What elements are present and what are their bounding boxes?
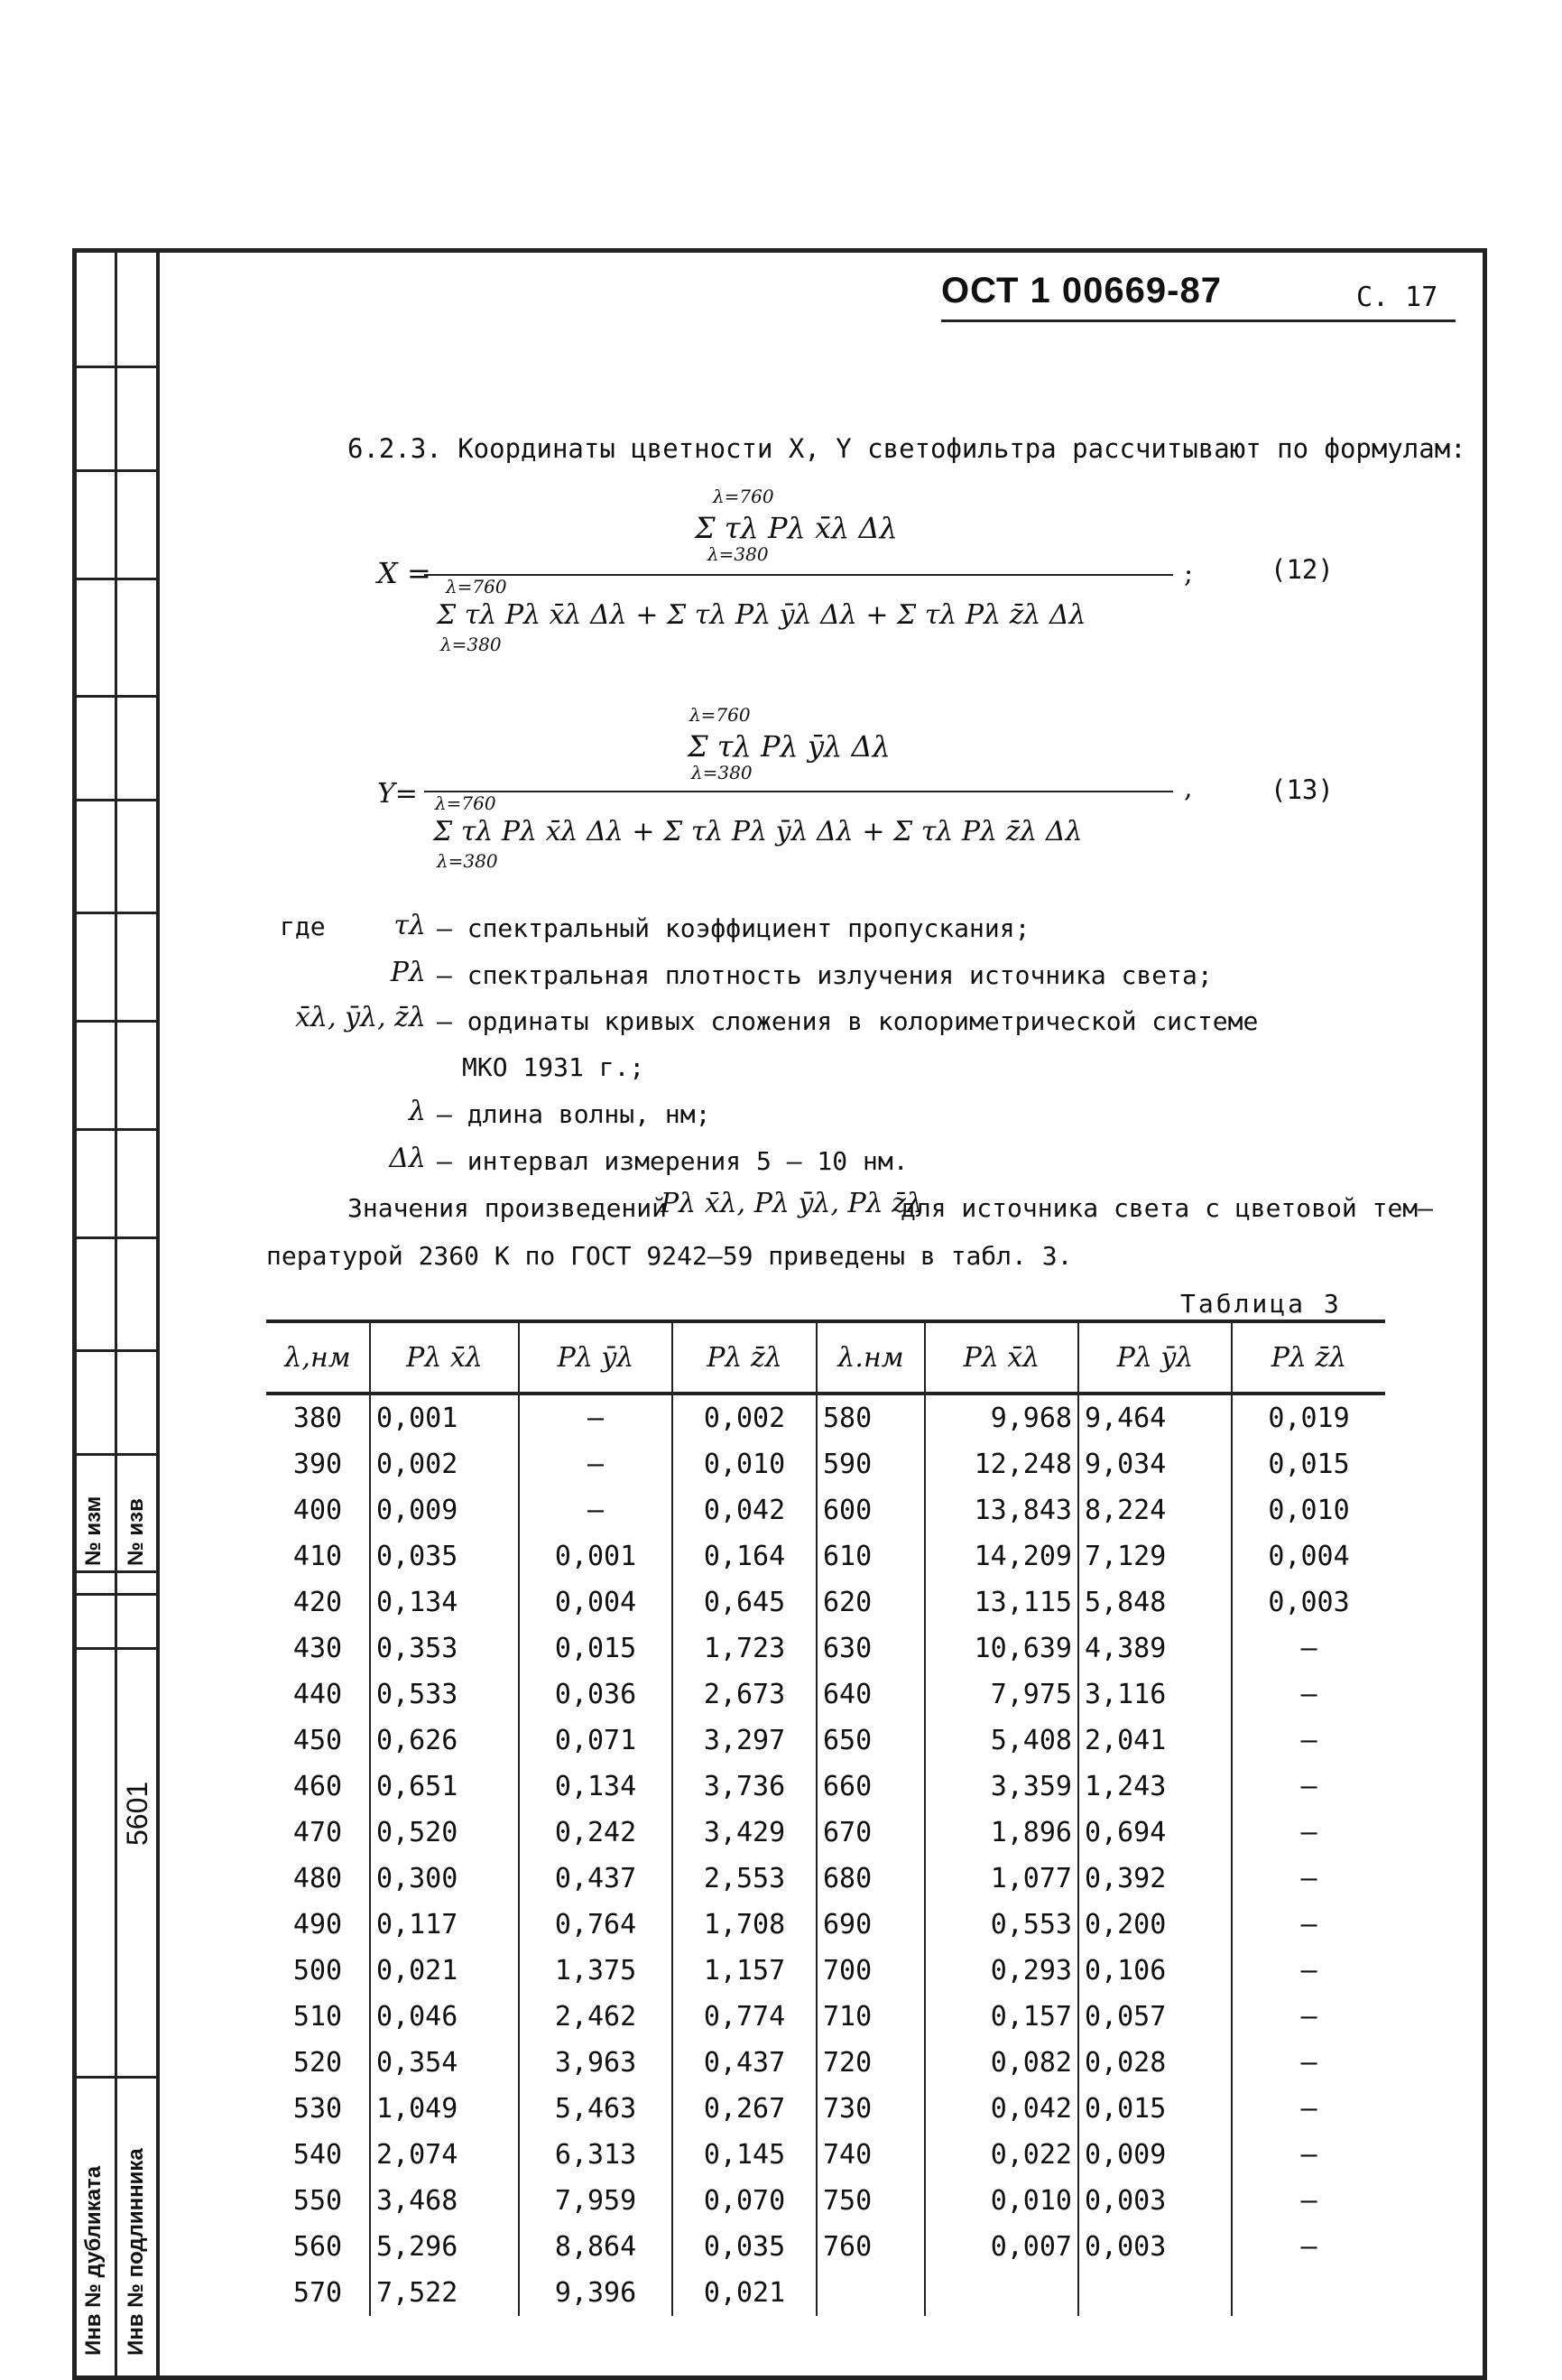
def-symbol-lambda: λ <box>408 1096 426 1127</box>
cell-pz: 0,042 <box>672 1487 817 1533</box>
cell-px-2: 1,077 <box>925 1856 1078 1902</box>
cell-px: 3,468 <box>370 2178 519 2224</box>
cell-py: 0,015 <box>519 1625 672 1672</box>
cell-py: 0,764 <box>519 1902 672 1948</box>
def-symbol-dlambda: Δλ <box>389 1143 426 1174</box>
table-row <box>266 1394 1385 1441</box>
cell-py-2: 2,041 <box>1078 1718 1232 1764</box>
cell-lambda: 560 <box>266 2224 370 2270</box>
cell-pz: 0,002 <box>672 1394 817 1441</box>
cell-pz: 0,021 <box>672 2270 817 2316</box>
cell-pz: 3,297 <box>672 1718 817 1764</box>
cell-py: 8,864 <box>519 2224 672 2270</box>
formula-13-num-upper: λ=760 <box>689 704 751 726</box>
cell-px-2: 12,248 <box>925 1441 1078 1487</box>
def-text-tau: – спектральный коэффициент пропускания; <box>437 913 1031 943</box>
page-number: С. 17 <box>1356 282 1438 313</box>
cell-px: 5,296 <box>370 2224 519 2270</box>
cell-lambda-2: 580 <box>817 1394 925 1441</box>
cell-px-2: 0,293 <box>925 1948 1078 1994</box>
header-rule <box>941 319 1456 322</box>
cell-lambda-2: 690 <box>817 1902 925 1948</box>
col-header-pz: Pλ z̄λ <box>672 1321 817 1394</box>
col-header-pz-2: Pλ z̄λ <box>1232 1321 1385 1394</box>
cell-pz: 0,645 <box>672 1579 817 1625</box>
cell-px: 0,520 <box>370 1810 519 1856</box>
cell-lambda-2: 710 <box>817 1994 925 2040</box>
formula-12-end: ; <box>1184 558 1194 589</box>
cell-px: 0,046 <box>370 1994 519 2040</box>
cell-px-2: 14,209 <box>925 1533 1078 1579</box>
margin-inv-number: 5601 <box>121 1781 153 1846</box>
cell-px: 7,522 <box>370 2270 519 2316</box>
formula-12-numerator: Σ τλ Pλ x̄λ Δλ <box>695 511 898 545</box>
document-code: ОСТ 1 00669-87 <box>941 271 1222 310</box>
cell-px-2: 0,022 <box>925 2132 1078 2178</box>
formula-12-fraction-bar <box>424 574 1173 576</box>
cell-lambda-2: 610 <box>817 1533 925 1579</box>
formula-13-den-upper: λ=760 <box>435 792 496 814</box>
cell-lambda: 440 <box>266 1672 370 1718</box>
table-row <box>266 1810 1385 1856</box>
cell-px-2: 7,975 <box>925 1672 1078 1718</box>
note-line1-a: Значения произведений <box>347 1193 668 1223</box>
cell-py: 0,036 <box>519 1672 672 1718</box>
cell-pz-2: – <box>1232 2040 1385 2086</box>
cell-py-2 <box>1078 2270 1232 2316</box>
cell-lambda: 550 <box>266 2178 370 2224</box>
cell-px-2: 9,968 <box>925 1394 1078 1441</box>
cell-lambda: 530 <box>266 2086 370 2132</box>
formula-13-fraction-bar <box>424 791 1173 792</box>
cell-pz-2: – <box>1232 1625 1385 1672</box>
def-symbol-xyz: x̄λ, ȳλ, z̄λ <box>295 1002 426 1033</box>
note-line2: пературой 2360 К по ГОСТ 9242–59 приведены в табл. 3. <box>266 1241 1073 1271</box>
table-row <box>266 1856 1385 1902</box>
cell-py: 0,004 <box>519 1579 672 1625</box>
cell-px: 1,049 <box>370 2086 519 2132</box>
cell-lambda: 410 <box>266 1533 370 1579</box>
cell-px: 2,074 <box>370 2132 519 2178</box>
cell-px-2: 3,359 <box>925 1764 1078 1810</box>
cell-lambda: 510 <box>266 1994 370 2040</box>
where-label: где <box>280 912 326 941</box>
table-row <box>266 1625 1385 1672</box>
cell-py-2: 3,116 <box>1078 1672 1232 1718</box>
table-row <box>266 1487 1385 1533</box>
cell-px-2: 0,010 <box>925 2178 1078 2224</box>
cell-pz-2: – <box>1232 1856 1385 1902</box>
cell-lambda-2: 660 <box>817 1764 925 1810</box>
cell-pz-2: 0,010 <box>1232 1487 1385 1533</box>
cell-px-2: 0,042 <box>925 2086 1078 2132</box>
cell-lambda: 470 <box>266 1810 370 1856</box>
table-row <box>266 1718 1385 1764</box>
cell-pz-2: – <box>1232 1718 1385 1764</box>
cell-py: – <box>519 1441 672 1487</box>
cell-px-2: 5,408 <box>925 1718 1078 1764</box>
table-row <box>266 1948 1385 1994</box>
cell-pz: 1,708 <box>672 1902 817 1948</box>
cell-pz: 0,774 <box>672 1994 817 2040</box>
cell-lambda-2: 750 <box>817 2178 925 2224</box>
cell-pz-2: – <box>1232 1764 1385 1810</box>
cell-py: 1,375 <box>519 1948 672 1994</box>
data-table <box>266 1320 1385 2316</box>
def-text-mko: МКО 1931 г.; <box>462 1052 645 1082</box>
cell-pz-2: 0,015 <box>1232 1441 1385 1487</box>
cell-lambda-2: 720 <box>817 2040 925 2086</box>
col-header-px: Pλ x̄λ <box>370 1321 519 1394</box>
cell-py-2: 0,015 <box>1078 2086 1232 2132</box>
col-header-lambda: λ,нм <box>266 1321 370 1394</box>
table-row <box>266 1441 1385 1487</box>
cell-py: 7,959 <box>519 2178 672 2224</box>
cell-pz: 0,145 <box>672 2132 817 2178</box>
table-caption: Таблица 3 <box>1180 1289 1342 1319</box>
cell-py-2: 0,009 <box>1078 2132 1232 2178</box>
cell-px-2: 0,082 <box>925 2040 1078 2086</box>
cell-py-2: 0,392 <box>1078 1856 1232 1902</box>
table-body <box>266 1394 1385 2316</box>
margin-inv-podl: Инв № подлинника <box>124 2148 148 2356</box>
cell-lambda: 460 <box>266 1764 370 1810</box>
cell-py: 2,462 <box>519 1994 672 2040</box>
formula-13-num-lower: λ=380 <box>691 762 753 783</box>
cell-py-2: 9,464 <box>1078 1394 1232 1441</box>
col-header-px-2: Pλ x̄λ <box>925 1321 1078 1394</box>
formula-12-number: (12) <box>1271 554 1334 585</box>
def-text-p: – спектральная плотность излучения источника света; <box>437 960 1213 990</box>
col-header-py-2: Pλ ȳλ <box>1078 1321 1232 1394</box>
table-row <box>266 2178 1385 2224</box>
formula-12-num-upper: λ=760 <box>713 486 774 507</box>
formula-12-num-lower: λ=380 <box>707 543 769 565</box>
cell-px-2: 0,007 <box>925 2224 1078 2270</box>
cell-lambda: 520 <box>266 2040 370 2086</box>
margin-izv: № изв <box>124 1498 148 1566</box>
section-intro: 6.2.3. Координаты цветности X, Y светофильтра рассчитывают по формулам: <box>347 433 1466 464</box>
note-line1-symbols: Pλ x̄λ, Pλ ȳλ, Pλ z̄λ <box>661 1188 924 1219</box>
def-text-xyz: – ординаты кривых сложения в колориметрической системе <box>437 1006 1259 1036</box>
cell-px: 0,353 <box>370 1625 519 1672</box>
cell-pz: 0,267 <box>672 2086 817 2132</box>
cell-pz-2: 0,003 <box>1232 1579 1385 1625</box>
margin-inv-dubl: Инв № дубликата <box>81 2165 106 2356</box>
cell-py-2: 0,028 <box>1078 2040 1232 2086</box>
cell-lambda-2: 740 <box>817 2132 925 2178</box>
col-header-lambda-2: λ.нм <box>817 1321 925 1394</box>
cell-px: 0,001 <box>370 1394 519 1441</box>
cell-lambda-2: 650 <box>817 1718 925 1764</box>
cell-py: 6,313 <box>519 2132 672 2178</box>
cell-py: 3,963 <box>519 2040 672 2086</box>
cell-pz-2: – <box>1232 2132 1385 2178</box>
cell-py: 0,071 <box>519 1718 672 1764</box>
cell-px-2: 13,843 <box>925 1487 1078 1533</box>
cell-pz-2: – <box>1232 1672 1385 1718</box>
cell-px-2: 13,115 <box>925 1579 1078 1625</box>
table-row <box>266 1902 1385 1948</box>
cell-pz-2: 0,004 <box>1232 1533 1385 1579</box>
cell-px: 0,021 <box>370 1948 519 1994</box>
cell-pz: 2,553 <box>672 1856 817 1902</box>
cell-pz-2: – <box>1232 1810 1385 1856</box>
cell-py: 5,463 <box>519 2086 672 2132</box>
cell-lambda-2: 600 <box>817 1487 925 1533</box>
table-row <box>266 2086 1385 2132</box>
cell-lambda-2: 640 <box>817 1672 925 1718</box>
cell-pz: 0,437 <box>672 2040 817 2086</box>
cell-lambda-2: 590 <box>817 1441 925 1487</box>
cell-pz-2: – <box>1232 2178 1385 2224</box>
cell-pz: 0,035 <box>672 2224 817 2270</box>
cell-py: 0,242 <box>519 1810 672 1856</box>
cell-py-2: 5,848 <box>1078 1579 1232 1625</box>
table-row <box>266 1579 1385 1625</box>
cell-px-2: 0,553 <box>925 1902 1078 1948</box>
formula-13-numerator: Σ τλ Pλ ȳλ Δλ <box>688 729 891 764</box>
cell-py: – <box>519 1394 672 1441</box>
cell-py: 9,396 <box>519 2270 672 2316</box>
def-symbol-p: Pλ <box>390 957 426 988</box>
note-line1-b: для источника света с цветовой тем– <box>901 1193 1434 1223</box>
cell-pz: 1,723 <box>672 1625 817 1672</box>
cell-py-2: 9,034 <box>1078 1441 1232 1487</box>
cell-px: 0,626 <box>370 1718 519 1764</box>
table-row <box>266 1672 1385 1718</box>
cell-lambda: 430 <box>266 1625 370 1672</box>
cell-py-2: 0,694 <box>1078 1810 1232 1856</box>
cell-py-2: 0,200 <box>1078 1902 1232 1948</box>
cell-pz: 3,736 <box>672 1764 817 1810</box>
cell-lambda: 400 <box>266 1487 370 1533</box>
formula-13-lhs: Y= <box>377 778 418 810</box>
cell-px: 0,009 <box>370 1487 519 1533</box>
cell-pz: 3,429 <box>672 1810 817 1856</box>
cell-py-2: 8,224 <box>1078 1487 1232 1533</box>
margin-izm: № изм <box>81 1496 106 1566</box>
table-row <box>266 1533 1385 1579</box>
col-header-py: Pλ ȳλ <box>519 1321 672 1394</box>
def-text-lambda: – длина волны, нм; <box>437 1099 711 1129</box>
def-symbol-tau: τλ <box>393 910 426 941</box>
cell-lambda: 450 <box>266 1718 370 1764</box>
formula-13-end: , <box>1184 773 1193 804</box>
cell-lambda-2 <box>817 2270 925 2316</box>
cell-pz-2: – <box>1232 1948 1385 1994</box>
table-row <box>266 1994 1385 2040</box>
cell-px: 0,300 <box>370 1856 519 1902</box>
table-row <box>266 2224 1385 2270</box>
cell-lambda-2: 620 <box>817 1579 925 1625</box>
cell-py-2: 7,129 <box>1078 1533 1232 1579</box>
cell-pz-2: – <box>1232 2086 1385 2132</box>
cell-py-2: 0,106 <box>1078 1948 1232 1994</box>
cell-pz-2: – <box>1232 1994 1385 2040</box>
cell-pz-2: – <box>1232 2224 1385 2270</box>
cell-lambda-2: 730 <box>817 2086 925 2132</box>
cell-pz: 0,164 <box>672 1533 817 1579</box>
formula-12-den-upper: λ=760 <box>446 576 507 597</box>
cell-px-2: 10,639 <box>925 1625 1078 1672</box>
table-header-row <box>266 1321 1385 1394</box>
cell-py: 0,437 <box>519 1856 672 1902</box>
cell-lambda: 380 <box>266 1394 370 1441</box>
cell-pz-2: 0,019 <box>1232 1394 1385 1441</box>
cell-py: – <box>519 1487 672 1533</box>
cell-lambda: 570 <box>266 2270 370 2316</box>
cell-py: 0,134 <box>519 1764 672 1810</box>
cell-lambda: 490 <box>266 1902 370 1948</box>
cell-px-2: 1,896 <box>925 1810 1078 1856</box>
cell-py-2: 0,003 <box>1078 2224 1232 2270</box>
table-row <box>266 2132 1385 2178</box>
cell-px: 0,002 <box>370 1441 519 1487</box>
formula-12-denominator: Σ τλ Pλ x̄λ Δλ + Σ τλ Pλ ȳλ Δλ + Σ τλ Pλ z̄λ Δλ <box>437 599 1086 631</box>
cell-lambda-2: 630 <box>817 1625 925 1672</box>
cell-pz: 2,673 <box>672 1672 817 1718</box>
cell-lambda-2: 670 <box>817 1810 925 1856</box>
formula-13-denominator: Σ τλ Pλ x̄λ Δλ + Σ τλ Pλ ȳλ Δλ + Σ τλ Pλ z̄λ Δλ <box>433 816 1083 847</box>
cell-pz-2 <box>1232 2270 1385 2316</box>
cell-px: 0,117 <box>370 1902 519 1948</box>
cell-pz-2: – <box>1232 1902 1385 1948</box>
cell-px: 0,035 <box>370 1533 519 1579</box>
cell-px: 0,651 <box>370 1764 519 1810</box>
cell-lambda: 540 <box>266 2132 370 2178</box>
cell-pz: 1,157 <box>672 1948 817 1994</box>
cell-py-2: 1,243 <box>1078 1764 1232 1810</box>
cell-py: 0,001 <box>519 1533 672 1579</box>
table-row <box>266 2040 1385 2086</box>
cell-lambda: 390 <box>266 1441 370 1487</box>
cell-px: 0,354 <box>370 2040 519 2086</box>
cell-px: 0,134 <box>370 1579 519 1625</box>
cell-px-2: 0,157 <box>925 1994 1078 2040</box>
margin-divider <box>115 248 117 2380</box>
cell-py-2: 4,389 <box>1078 1625 1232 1672</box>
cell-lambda-2: 760 <box>817 2224 925 2270</box>
table-row <box>266 2270 1385 2316</box>
cell-lambda: 420 <box>266 1579 370 1625</box>
formula-12-lhs: X = <box>377 556 431 590</box>
cell-py-2: 0,057 <box>1078 1994 1232 2040</box>
cell-lambda-2: 700 <box>817 1948 925 1994</box>
cell-px: 0,533 <box>370 1672 519 1718</box>
table-row <box>266 1764 1385 1810</box>
cell-py-2: 0,003 <box>1078 2178 1232 2224</box>
cell-lambda-2: 680 <box>817 1856 925 1902</box>
cell-lambda: 480 <box>266 1856 370 1902</box>
cell-pz: 0,010 <box>672 1441 817 1487</box>
cell-px-2 <box>925 2270 1078 2316</box>
formula-13-den-lower: λ=380 <box>437 850 498 872</box>
formula-12-den-lower: λ=380 <box>440 634 502 655</box>
formula-13-number: (13) <box>1271 774 1334 805</box>
cell-lambda: 500 <box>266 1948 370 1994</box>
def-text-dlambda: – интервал измерения 5 – 10 нм. <box>437 1146 909 1176</box>
cell-pz: 0,070 <box>672 2178 817 2224</box>
